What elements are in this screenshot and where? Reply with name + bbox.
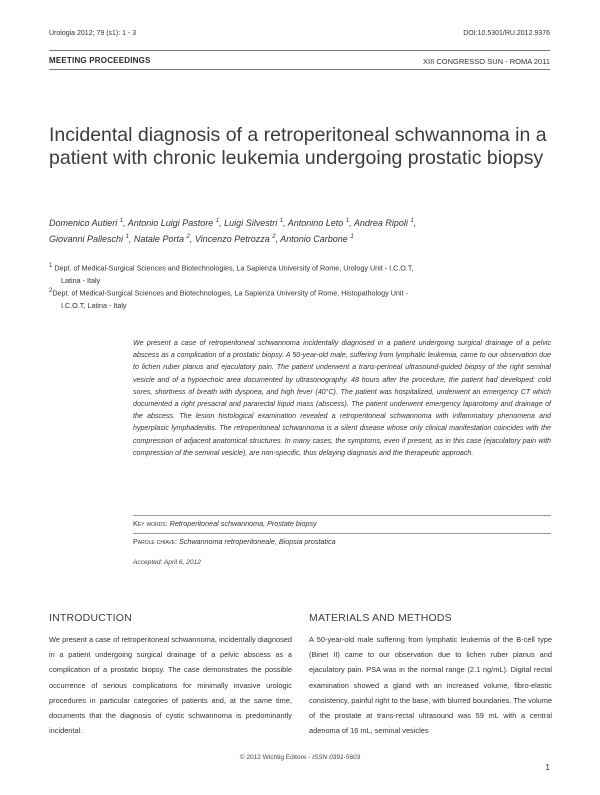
journal-reference: Urologia 2012; 79 (s1): 1 - 3 <box>49 30 137 37</box>
affiliation: $^1$ Dept. of Medical-Surgical Sciences and Biotechnologies, La Sapienza University of Rome, Urology Unit - I.C.O.T, Latina - Italy <box>49 263 414 286</box>
author: Domenico Autieri $^1$, <box>49 218 128 228</box>
abstract: We present a case of retroperitoneal schwannoma incidentally diagnosed in a patient undergoing surgical drainage of a pelvic abscess as a complication of a prostatic biopsy. A 50-year-old male, suffering from lymphatic leukemia, came to our observation due to lichen ruber planus and ejaculatory pain. The patient underwent a trans-perineal ultrasound-guided biopsy of the right seminal vesicle and of a hypoechoic area documented by ultrasonography. 48 hours after the procedure, the patient had developed: cold sores, shortness of breath with dyspnea, and high fever (40°C). The patient was hospitalized, underwent an emergency CT which documented a right presacral and pararectal liquid mass (abscess). The patient underwent emergency laparotomy and drainage of the abscess. The lesion histological examination revealed a retroperitoneal schwannoma with inflammatory phenomena and hyperplasic lymphadenitis. The retroperitoneal schwannoma is a silent disease whose only clinical manifestation coincides with the compression of adjacent anatomical structures. In many cases, the symptoms, even if present, as in this case (ejaculatory pain with compression of the seminal vesicle), are non-specific, thus delaying diagnosis and the therapeutic approach. <box>133 339 551 457</box>
methods-text: A 50-year-old male suffering from lymphatic leukemia of the B-cell type (Binet II) came to our observation due to lichen ruber planus and ejaculatory pain. PSA was in the normal range (2.1 ng/mL). Digital rectal examination showed a gland with an increased volume, fibro-elastic consistency, painful right to the base, with blurred boundaries. The volume of the prostate at trans-rectal ultrasound was 59 mL with a central adenoma of 16 mL, seminal vesicles <box>309 635 552 736</box>
keywords: Key words: Retroperitoneal schwannoma, Prostate biopsy <box>133 519 317 528</box>
authors-line-2 <box>49 234 354 244</box>
author: Antonio Luigi Pastore $^1$, <box>127 218 225 228</box>
introduction-heading: INTRODUCTION <box>49 612 132 624</box>
copyright: © 2012 Wichtig Editore - ISSN 0391-5603 <box>239 754 361 761</box>
header-rule <box>49 50 550 51</box>
page-number: 1 <box>545 762 550 772</box>
author: Andrea Ripoli $^1$, <box>353 218 417 228</box>
section-rule <box>49 69 550 70</box>
author: Vincenzo Petrozza $^2$, <box>194 234 281 244</box>
introduction-text: We present a case of retroperitoneal schwannoma, incidentally diagnosed in a patient undergoing surgical drainage of a pelvic abscess as a complication of a prostatic biopsy. The case demonstrates the possible occurrence of serious complications for minimally invasive urologic procedures in particular categories of patients and, at the same time, documents that the diagnosis of cystic schwannoma is predominantly incidental. <box>49 635 292 736</box>
author: Antonio Carbone $^1$ <box>280 234 354 244</box>
affiliation: $^2$Dept. of Medical-Surgical Sciences and Biotechnologies, La Sapienza University of Rome, Histopathology Unit - I.C.O.T, Latina - Italy <box>49 288 408 311</box>
accepted-date: Accepted: April 6, 2012 <box>133 559 201 566</box>
methods-heading: MATERIALS AND METHODS <box>309 612 452 624</box>
keywords-rule <box>133 515 551 516</box>
keywords-rule <box>133 533 551 534</box>
section-label: MEETING PROCEEDINGS <box>49 56 151 65</box>
doi: DOI:10.5301/RU.2012.9376 <box>463 30 550 37</box>
author: Antonino Leto $^1$, <box>287 218 354 228</box>
author: Giovanni Palleschi $^1$, <box>49 234 134 244</box>
author: Natale Porta $^2$, <box>133 234 195 244</box>
article-title: Incidental diagnosis of a retroperitoneal schwannoma in a patient with chronic leukemia undergoing prostatic biopsy <box>49 124 547 169</box>
parole-chiave: Parole chiave: Schwannoma retroperitoneale, Biopsia prostatica <box>133 537 336 546</box>
author: Luigi Silvestri $^1$, <box>224 218 288 228</box>
congress-label: XIII CONGRESSO SUN - ROMA 2011 <box>423 57 550 66</box>
authors-line-1 <box>49 218 416 228</box>
